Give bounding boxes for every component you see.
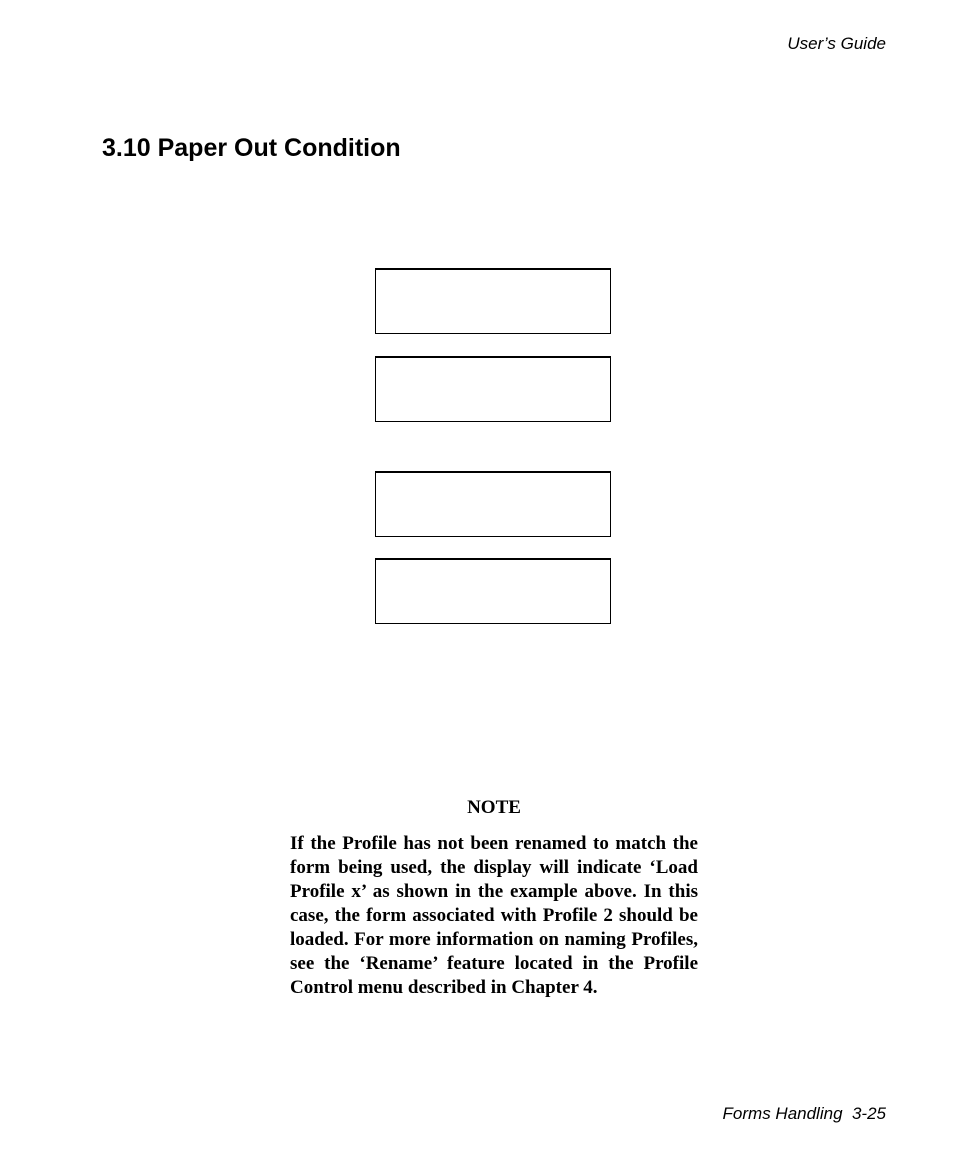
section-title: 3.10 Paper Out Condition xyxy=(102,134,401,162)
page-footer: Forms Handling 3-25 xyxy=(722,1104,886,1123)
display-panel-3 xyxy=(375,471,611,537)
running-header: User’s Guide xyxy=(787,34,886,53)
display-panel-4 xyxy=(375,558,611,624)
note-body: If the Profile has not been renamed to match the form being used, the display will indicate ‘Load Profile x’ as shown in the example above. In this case, the form associated with Profile 2 should be loaded. For more information on naming Profiles, see the ‘Rename’ feature located in the Profile Control menu described in Chapter 4. xyxy=(290,833,698,998)
note-heading: NOTE xyxy=(467,797,521,818)
display-panel-2 xyxy=(375,356,611,422)
display-panel-1 xyxy=(375,268,611,334)
